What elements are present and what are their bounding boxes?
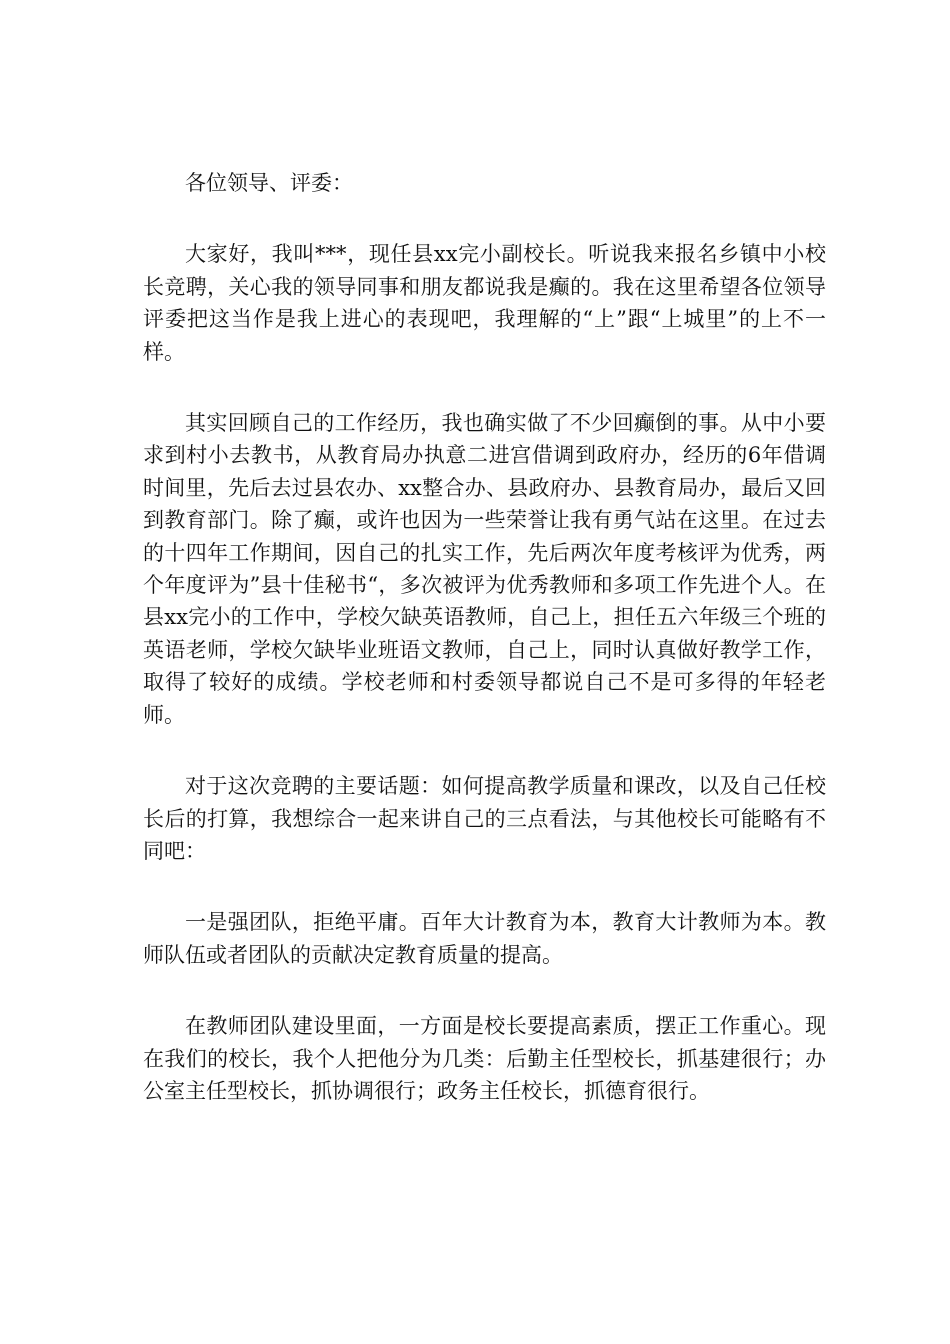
paragraph-team-building: 在教师团队建设里面，一方面是校长要提高素质，摆正工作重心。现在我们的校长，我个人把他分为几类：后勤主任型校长，抓基建很行；办公室主任型校长，抓协调很行；政务主任校长，抓德育很行。 (143, 1014, 826, 1103)
paragraph-work-experience: 其实回顾自己的工作经历，我也确实做了不少回癫倒的事。从中小要求到村小去教书，从教育局办执意二进宫借调到政府办，经历的6年借调时间里，先后去过县农办、xx整合办、县政府办、县教育局办，最后又回到教育部门。除了癫，或许也因为一些荣誉让我有勇气站在这里。在过去的十四年工作期间，因自己的扎实工作，先后两次年度考核评为优秀，两个年度评为”县十佳秘书“，多次被评为优秀教师和多项工作先进个人。在县xx完小的工作中，学校欠缺英语教师，自己上，担任五六年级三个班的英语老师，学校欠缺毕业班语文教师，自己上，同时认真做好教学工作，取得了较好的成绩。学校老师和村委领导都说自己不是可多得的年轻老师。 (143, 411, 826, 727)
document-body (143, 167, 826, 1107)
paragraph-main-topic: 对于这次竞聘的主要话题：如何提高教学质量和课改，以及自己任校长后的打算，我想综合一起来讲自己的三点看法，与其他校长可能略有不同吧： (143, 774, 826, 863)
paragraph-introduction: 大家好，我叫***，现任县xx完小副校长。听说我来报名乡镇中小校长竞聘，关心我的领导同事和朋友都说我是癫的。我在这里希望各位领导评委把这当作是我上进心的表现吧，我理解的“上”跟“上城里”的上不一样。 (143, 242, 826, 364)
salutation: 各位领导、评委： (185, 171, 353, 195)
paragraph-point-one: 一是强团队，拒绝平庸。百年大计教育为本，教育大计教师为本。教师队伍或者团队的贡献决定教育质量的提高。 (143, 910, 826, 967)
